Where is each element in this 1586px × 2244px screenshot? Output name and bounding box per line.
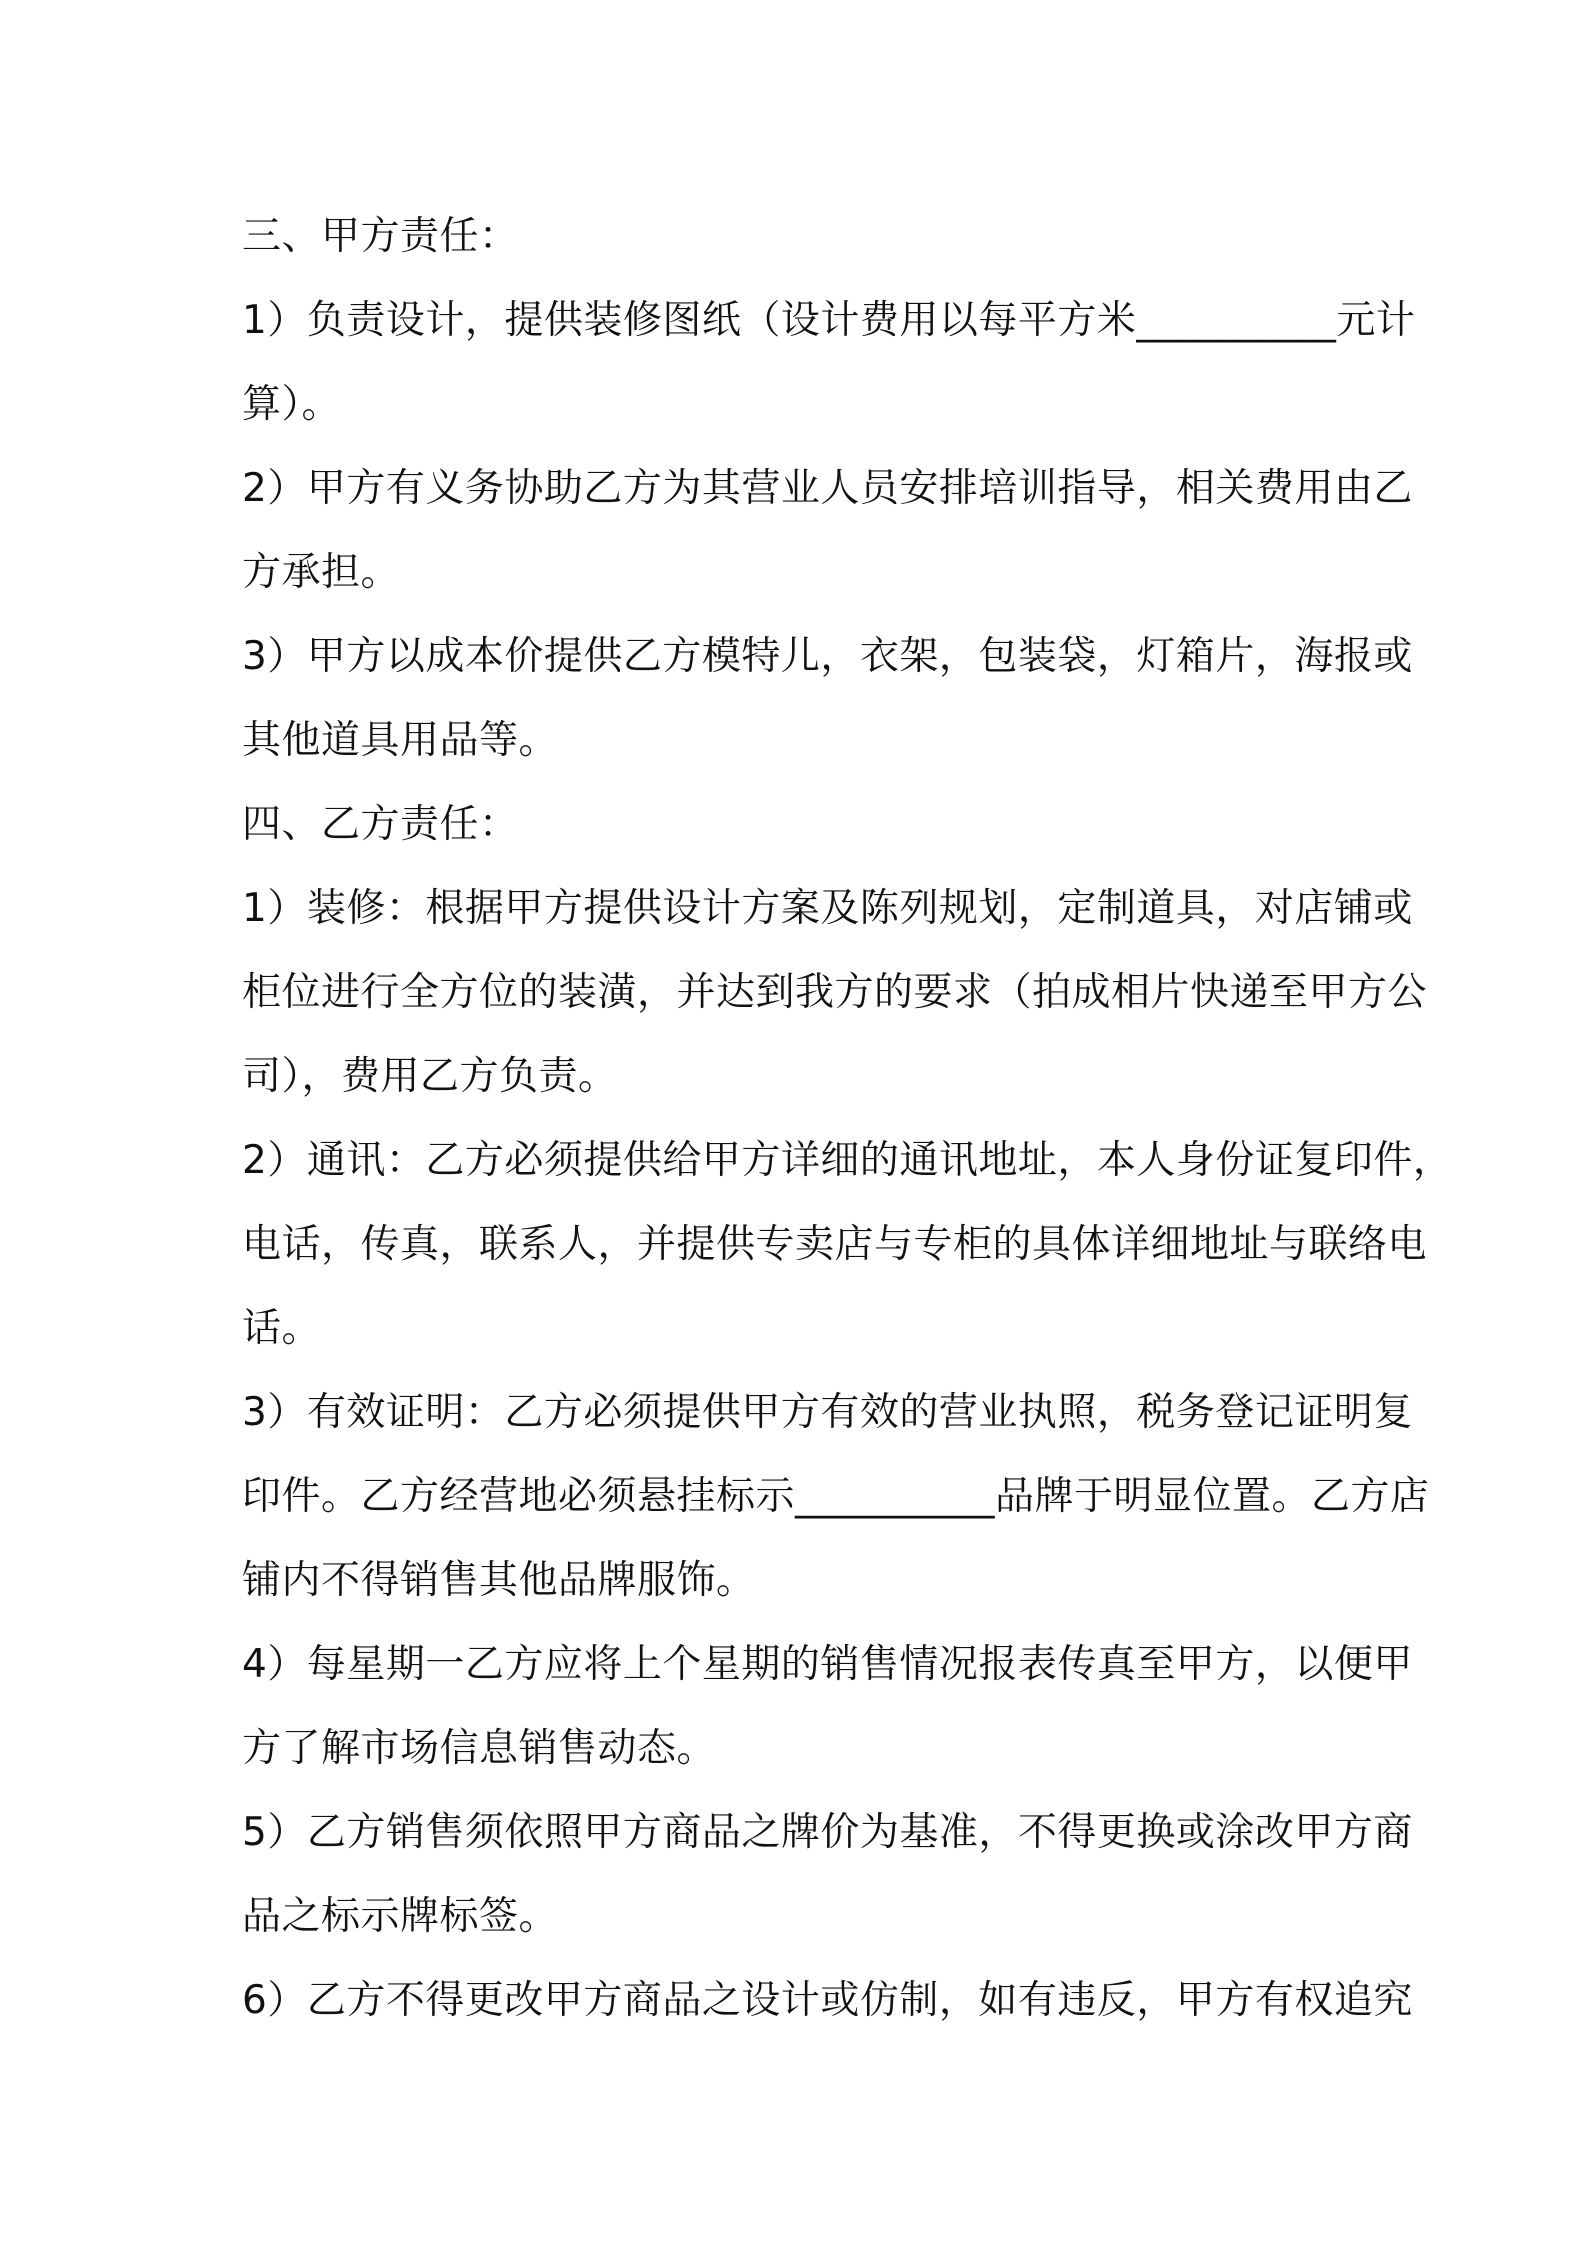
text-line: 话。	[242, 1306, 322, 1351]
text-line: 铺内不得销售其他品牌服饰。	[242, 1558, 756, 1603]
text-line: 2）甲方有义务协助乙方为其营业人员安排培训指导，相关费用由乙	[242, 466, 1413, 511]
text-line: 算）。	[242, 382, 342, 427]
text-line: 司），费用乙方负责。	[242, 1054, 618, 1099]
section-heading-party-a: 三、甲方责任：	[242, 214, 519, 259]
text-line: 方承担。	[242, 550, 401, 595]
contract-body	[242, 195, 1453, 2043]
text-line: 1）负责设计，提供装修图纸（设计费用以每平方米__________元计	[242, 298, 1416, 343]
text-line: 2）通讯：乙方必须提供给甲方详细的通讯地址，本人身份证复印件，	[242, 1138, 1453, 1183]
section-heading-party-b: 四、乙方责任：	[242, 802, 519, 847]
text-line: 6）乙方不得更改甲方商品之设计或仿制，如有违反，甲方有权追究	[242, 1978, 1413, 2023]
text-line: 其他道具用品等。	[242, 718, 559, 763]
text-line: 柜位进行全方位的装潢，并达到我方的要求（拍成相片快递至甲方公	[242, 970, 1428, 1015]
text-line: 电话，传真，联系人，并提供专卖店与专柜的具体详细地址与联络电	[242, 1222, 1428, 1267]
text-line: 品之标示牌标签。	[242, 1894, 559, 1939]
text-line: 印件。乙方经营地必须悬挂标示__________品牌于明显位置。乙方店	[242, 1474, 1430, 1519]
text-line: 方了解市场信息销售动态。	[242, 1726, 717, 1771]
text-line: 3）甲方以成本价提供乙方模特儿，衣架，包装袋，灯箱片，海报或	[242, 634, 1413, 679]
text-line: 4）每星期一乙方应将上个星期的销售情况报表传真至甲方，以便甲	[242, 1642, 1413, 1687]
text-line: 1）装修：根据甲方提供设计方案及陈列规划，定制道具，对店铺或	[242, 886, 1413, 931]
text-line: 3）有效证明：乙方必须提供甲方有效的营业执照，税务登记证明复	[242, 1390, 1413, 1435]
text-line: 5）乙方销售须依照甲方商品之牌价为基准，不得更换或涂改甲方商	[242, 1810, 1413, 1855]
